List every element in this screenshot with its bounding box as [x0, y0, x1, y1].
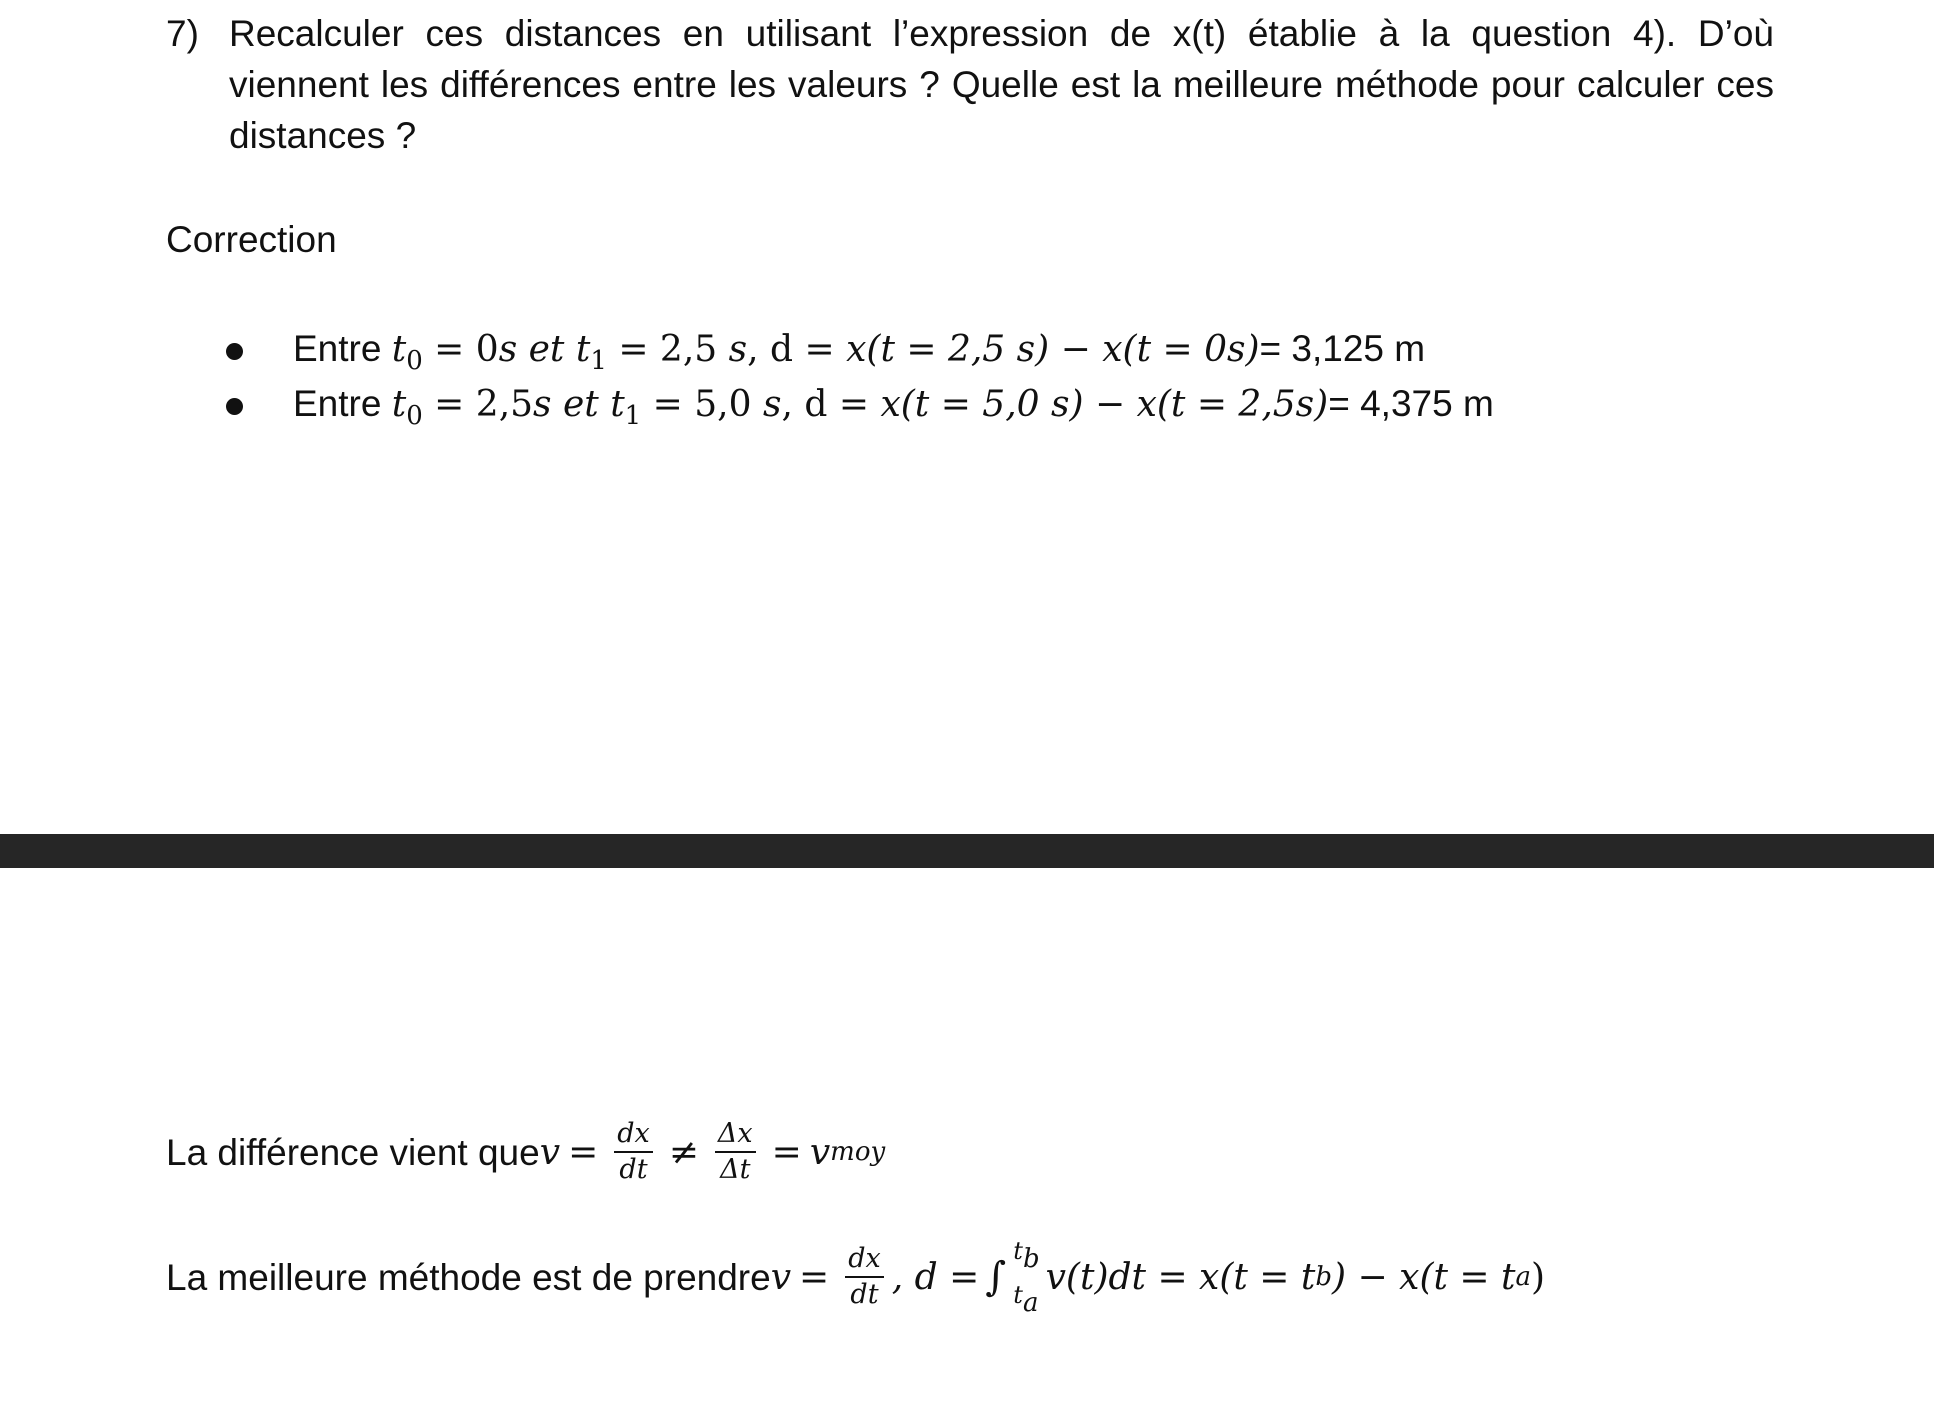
tb-sub: b	[1315, 1262, 1333, 1292]
distance-definition: , d =	[891, 1256, 980, 1298]
integral-limits	[1013, 1238, 1039, 1316]
eq2: = 5,0	[641, 384, 763, 425]
distance-result: = 4,375 m	[1328, 383, 1494, 424]
fraction-numerator: dx	[617, 1118, 650, 1149]
ta-sub: a	[1515, 1262, 1531, 1292]
lower-limit	[1013, 1282, 1039, 1316]
method-text: La meilleure méthode est de prendre	[166, 1256, 771, 1298]
velocity-symbol: v	[539, 1131, 561, 1173]
mean-velocity-sub: moy	[830, 1137, 886, 1167]
t0-symbol: t	[391, 329, 407, 370]
equals-sign: =	[568, 1131, 599, 1173]
question-text: Recalculer ces distances en utilisant l’expression de x(t) établie à la question 4). D’où viennent les différences entre les valeurs ? Quelle est la meilleure méthode pour calculer ces distances ?	[229, 13, 1774, 156]
upper-limit-sub: b	[1022, 1244, 1040, 1274]
s-unit1: s	[498, 329, 518, 370]
t0-symbol: t	[391, 384, 407, 425]
bullet-prefix: Entre	[293, 383, 392, 424]
not-equal-sign: ≠	[668, 1131, 699, 1173]
eq2: = 2,5	[606, 329, 729, 370]
lower-limit-sub: a	[1022, 1288, 1039, 1318]
equals-sign: =	[799, 1256, 830, 1298]
question-7	[166, 8, 1774, 161]
fraction-numerator: Δx	[717, 1118, 753, 1149]
closing-paren: )	[1531, 1256, 1546, 1298]
t1-sub: 1	[590, 346, 607, 376]
comma-d: , d =	[781, 384, 881, 425]
mean-velocity-symbol: v	[809, 1131, 831, 1173]
eq1: = 0	[422, 329, 499, 370]
distance-result: = 3,125 m	[1259, 328, 1426, 369]
t0-sub: 0	[406, 401, 423, 431]
lower-limit-symbol: t	[1013, 1281, 1023, 1309]
et-word: et	[517, 329, 576, 370]
derivative-fraction	[845, 1242, 884, 1312]
middle-expression: ) − x(t = t	[1332, 1256, 1516, 1298]
bullet-icon	[226, 343, 243, 360]
t0-sub: 0	[406, 346, 423, 376]
comma-d: , d =	[747, 329, 847, 370]
difference-line	[166, 1102, 885, 1202]
difference-text: La différence vient que	[166, 1131, 540, 1173]
delta-fraction	[715, 1117, 756, 1187]
derivative-fraction	[614, 1117, 653, 1187]
bullet-icon	[226, 398, 243, 415]
question-number: 7)	[166, 13, 199, 54]
integral-icon: ∫	[985, 1254, 1007, 1300]
fraction-numerator: dx	[848, 1243, 881, 1274]
integrand: v(t)dt = x(t = t	[1045, 1256, 1316, 1298]
s-unit2: s	[728, 329, 748, 370]
page-separator	[0, 834, 1934, 868]
t1-symbol: t	[575, 329, 591, 370]
s-unit1: s	[533, 384, 552, 425]
upper-limit-symbol: t	[1013, 1237, 1023, 1265]
distance-expression: x(t = 2,5 s) − x(t = 0s)	[846, 329, 1260, 370]
fraction-denominator: Δt	[720, 1154, 751, 1185]
velocity-symbol: v	[770, 1256, 792, 1298]
equals-sign: =	[771, 1131, 802, 1173]
method-line	[166, 1227, 1545, 1327]
distance-expression: x(t = 5,0 s) − x(t = 2,5s)	[880, 384, 1329, 425]
bullet-content	[293, 378, 1494, 442]
correction-heading: Correction	[166, 219, 337, 260]
s-unit2: s	[762, 384, 782, 425]
fraction-denominator: dt	[850, 1279, 879, 1310]
eq1: = 2,5	[422, 384, 534, 425]
t1-symbol: t	[610, 384, 625, 425]
t1-sub: 1	[624, 401, 642, 431]
upper-limit	[1013, 1238, 1039, 1272]
et-word: et	[551, 384, 611, 425]
bullet-prefix: Entre	[293, 328, 392, 369]
fraction-denominator: dt	[619, 1154, 648, 1185]
